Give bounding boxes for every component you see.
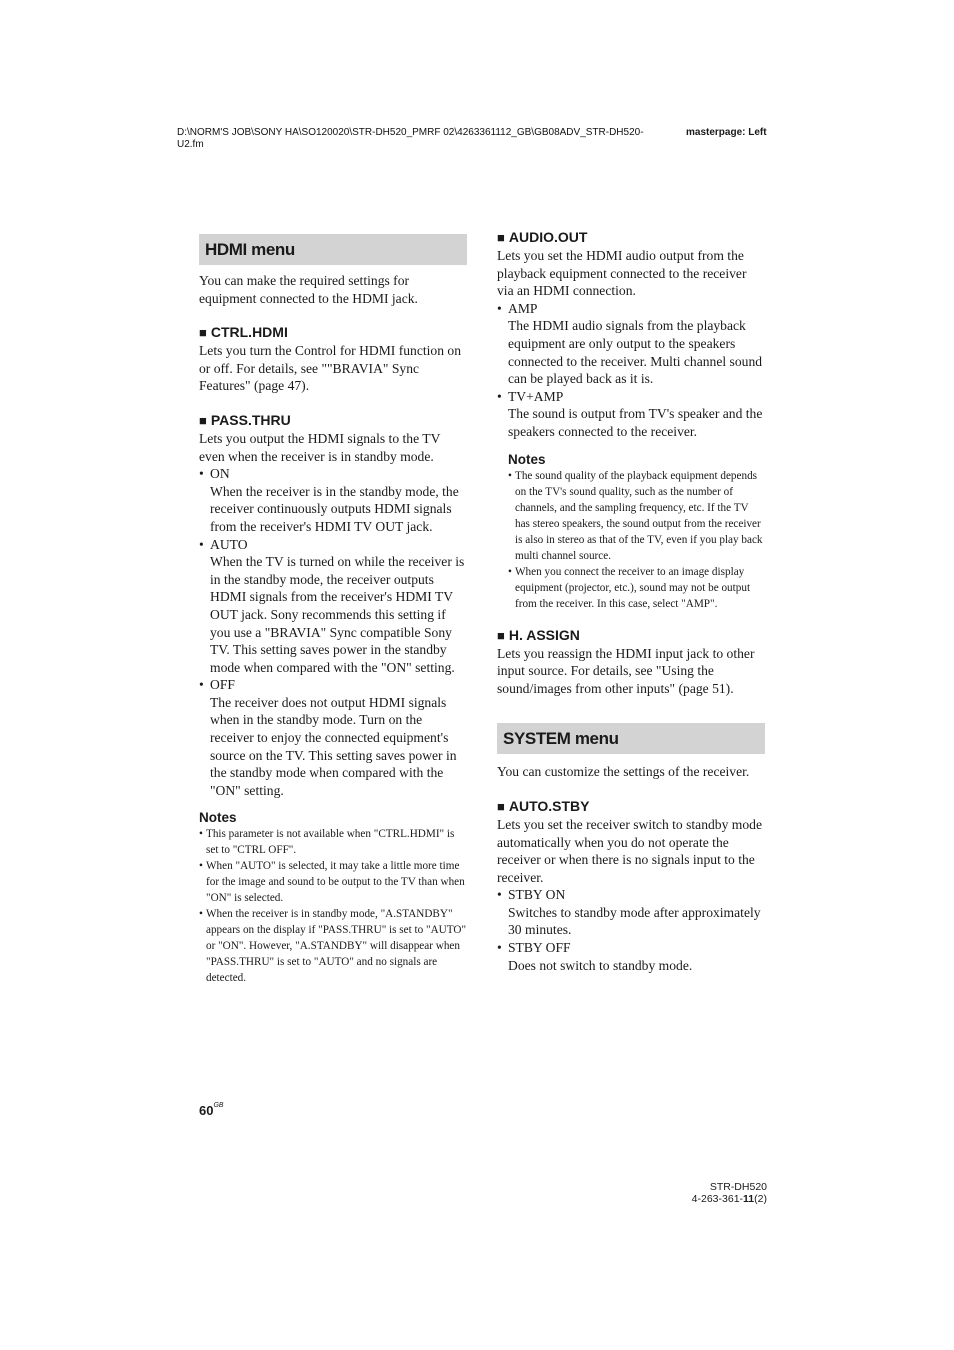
option-label: • ON: [199, 466, 230, 482]
note-item: • This parameter is not available when "CTRL.HDMI" is set to "CTRL OFF".: [199, 828, 455, 857]
bullet-icon: •: [497, 300, 502, 316]
audio-out-text: Lets you set the HDMI audio output from the playback equipment connected to the receiver via an HDMI connection.: [497, 248, 747, 299]
option-label: • TV+AMP: [497, 388, 564, 404]
section-square-icon: ■: [497, 230, 505, 245]
ctrl-hdmi-title: ■ CTRL.HDMI: [199, 324, 288, 341]
page-number: $60^{GB}$: [199, 1102, 224, 1118]
header-masterpage: masterpage: Left: [686, 127, 767, 138]
bullet-icon: •: [497, 388, 502, 404]
section-square-icon: ■: [497, 798, 505, 814]
hdmi-menu-intro: You can make the required settings for equipment connected to the HDMI jack.: [199, 273, 418, 306]
bullet-icon: •: [497, 940, 502, 956]
section-square-icon: ■: [497, 627, 505, 643]
auto-stby-text: Lets you set the receiver switch to standby mode automatically when you do not operate the receiver or when there is no signals input to the receiver.: [497, 816, 763, 885]
option-label: • AMP: [497, 300, 538, 316]
system-menu-heading: SYSTEM menu: [497, 723, 765, 754]
note-item: • When the receiver is in standby mode, "A.STANDBY" appears on the display if "PASS.THRU" is set to "AUTO" or "ON". However, "A.STANDBY" will disappear when "PASS.THRU" is set to "AUTO" and no signals are detected.: [199, 908, 467, 985]
audio-out-title: ■ AUDIO.OUT: [497, 229, 588, 245]
option-description: The HDMI audio signals from the playback equipment are only output to the speakers connected to the receiver. Multi channel sound can be played back as it is.: [508, 318, 763, 387]
option-label: • STBY OFF: [497, 940, 571, 956]
ctrl-hdmi-text: Lets you turn the Control for HDMI function on or off. For details, see ""BRAVIA" Sync Features" (page 47).: [199, 343, 462, 394]
bullet-icon: •: [199, 677, 204, 693]
pass-thru-text: Lets you output the HDMI signals to the TV even when the receiver is in standby mode.: [199, 430, 441, 464]
note-item: • When "AUTO" is selected, it may take a little more time for the image and sound to be output to the TV than when "ON" is selected.: [199, 860, 465, 905]
option-label: • STBY ON: [497, 887, 566, 903]
section-square-icon: ■: [199, 412, 207, 428]
footer-code: 4-263-361-11(2): [691, 1193, 767, 1205]
notes-title: Notes: [199, 810, 237, 826]
h-assign-title: ■ H. ASSIGN: [497, 626, 580, 643]
pass-thru-title: ■ PASS.THRU: [199, 411, 291, 428]
bullet-icon: •: [497, 887, 502, 903]
auto-stby-title: ■ AUTO.STBY: [497, 797, 590, 814]
header-file-path: D:\NORM'S JOB\SONY HA\SO120020\STR-DH520_PMRF 02\4263361112_GB\GB08ADV_STR-DH520-U2.fm: [177, 127, 644, 150]
note-item: • The sound quality of the playback equipment depends on the TV's sound quality, such as the number of channels, and the sampling frequency, etc. If the TV has stereo speakers, the sound output from the receiver is also in stereo as that of the TV, even if you play back multi channel source.: [508, 469, 763, 562]
option-description: Does not switch to standby mode.: [508, 957, 693, 973]
option-label: • OFF: [199, 677, 235, 693]
h-assign-text: Lets you reassign the HDMI input jack to other input source. For details, see "Using the sound/images from other inputs" (page 51).: [497, 645, 755, 696]
option-description: The receiver does not output HDMI signals when in the standby mode. Turn on the receiver to enjoy the connected equipment's source on the TV. This setting saves power in the standby mode when compared with the "ON" setting.: [210, 694, 457, 798]
option-label: • AUTO: [199, 536, 248, 552]
footer-model-code: [692, 1181, 767, 1205]
section-square-icon: ■: [199, 325, 207, 341]
footer-model: STR-DH520: [709, 1181, 767, 1193]
option-description: When the TV is turned on while the receiver is in the standby mode, the receiver outputs HDMI signals from the receiver's HDMI TV OUT jack. Sony recommends this setting if you use a "BRAVIA" Sync compatible Sony TV. This setting saves power in the standby mode when compared with the "ON" setting.: [210, 554, 465, 675]
bullet-icon: •: [199, 536, 204, 552]
bullet-icon: •: [199, 466, 204, 482]
option-description: Switches to standby mode after approximately 30 minutes.: [508, 904, 761, 938]
option-description: When the receiver is in the standby mode, the receiver continuously outputs HDMI signals from the receiver's HDMI TV OUT jack.: [210, 483, 459, 534]
option-description: The sound is output from TV's speaker and the speakers connected to the receiver.: [508, 406, 763, 439]
system-menu-intro: You can customize the settings of the receiver.: [497, 764, 750, 780]
hdmi-menu-heading: HDMI menu: [199, 234, 467, 265]
notes-title: Notes: [508, 451, 546, 467]
right-column: [497, 228, 765, 974]
left-column: [199, 228, 467, 986]
note-item: • When you connect the receiver to an image display equipment (projector, etc.), sound may not be output from the receiver. In this case, select "AMP".: [508, 565, 751, 610]
